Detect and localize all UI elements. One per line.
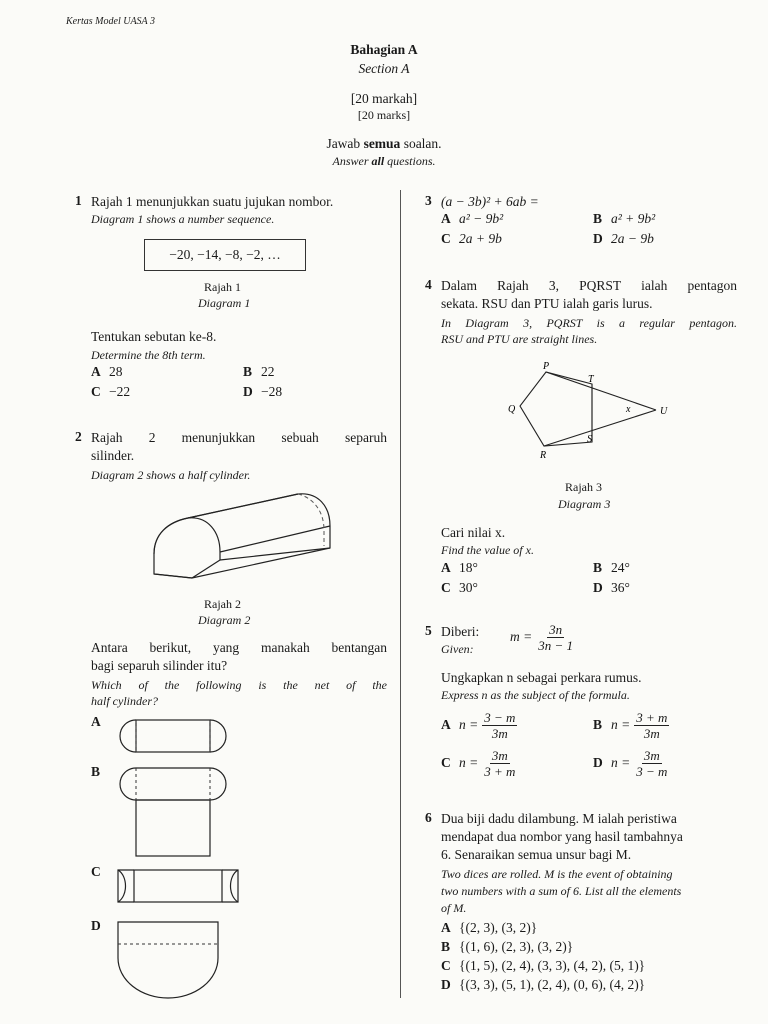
option-c[interactable]: C n = $\frac{3m}{3 + m}$ bbox=[441, 748, 516, 779]
q4-stem-my-1: Dalam Rajah 3, PQRST ialah pentagon bbox=[441, 278, 737, 293]
option-a[interactable]: A bbox=[91, 714, 101, 729]
q5-formula: m = $\frac{3n}{3n - 1}$ bbox=[510, 622, 574, 653]
question-number: 4 bbox=[425, 277, 432, 292]
option-b[interactable]: B a² + 9b² bbox=[593, 211, 656, 226]
net-option-b[interactable] bbox=[114, 764, 234, 860]
option-c[interactable]: C bbox=[91, 864, 101, 879]
vertex-label: S bbox=[587, 434, 592, 445]
q5-ask-my: Ungkapkan n sebagai perkara rumus. bbox=[441, 670, 642, 685]
option-b[interactable]: B {(1, 6), (2, 3), (3, 2)} bbox=[441, 939, 574, 954]
option-a[interactable]: A n = $\frac{3 - m}{3m}$ bbox=[441, 710, 516, 741]
q5-given-en: Given: bbox=[441, 642, 474, 656]
vertex-label: R bbox=[540, 450, 547, 461]
net-option-d[interactable] bbox=[112, 918, 232, 1002]
q6-stem-en-3: of M. bbox=[441, 901, 467, 915]
diagram-caption: Rajah 2 bbox=[204, 597, 241, 611]
vertex-label: P bbox=[543, 361, 550, 372]
q2-ask-my-2: bagi separuh silinder itu? bbox=[91, 658, 228, 673]
option-b[interactable]: B 22 bbox=[243, 364, 275, 379]
angle-label: x bbox=[626, 404, 631, 415]
q2-ask-en-2: half cylinder? bbox=[91, 694, 158, 708]
q6-stem-my-1: Dua biji dadu dilambung. M ialah peristiwa bbox=[441, 811, 677, 826]
option-a[interactable]: A {(2, 3), (3, 2)} bbox=[441, 920, 538, 935]
q5-given-my: Diberi: bbox=[441, 624, 480, 639]
option-c[interactable]: C {(1, 5), (2, 4), (3, 3), (4, 2), (5, 1)} bbox=[441, 958, 646, 973]
q2-ask-en-1: Which of the following is the net of the bbox=[91, 678, 387, 692]
running-header: Kertas Model UASA 3 bbox=[66, 16, 155, 27]
option-a[interactable]: A a² − 9b² bbox=[441, 211, 504, 226]
q5-ask-en: Express n as the subject of the formula. bbox=[441, 688, 630, 702]
q1-ask-my: Tentukan sebutan ke-8. bbox=[91, 329, 217, 344]
option-b[interactable]: B 24° bbox=[593, 560, 630, 575]
option-a[interactable]: A 18° bbox=[441, 560, 478, 575]
question-number: 3 bbox=[425, 193, 432, 208]
q6-stem-my-2: mendapat dua nombor yang hasil tambahnya bbox=[441, 829, 683, 844]
net-option-a[interactable] bbox=[114, 716, 234, 756]
diagram-caption: Rajah 3 bbox=[565, 480, 602, 494]
q2-stem-my-2: silinder. bbox=[91, 448, 135, 463]
section-title-my: Bahagian A bbox=[350, 42, 418, 57]
option-d[interactable]: D n = $\frac{3m}{3 - m}$ bbox=[593, 748, 668, 779]
q1-stem-my: Rajah 1 menunjukkan suatu jujukan nombor. bbox=[91, 194, 334, 209]
option-d[interactable]: D bbox=[91, 918, 101, 933]
q4-ask-en: Find the value of x. bbox=[441, 543, 534, 557]
diagram-caption-en: Diagram 2 bbox=[198, 613, 251, 627]
vertex-label: T bbox=[588, 374, 594, 385]
option-c[interactable]: C 30° bbox=[441, 580, 478, 595]
option-d[interactable]: D −28 bbox=[243, 384, 283, 399]
option-d[interactable]: D {(3, 3), (5, 1), (2, 4), (0, 6), (4, 2)} bbox=[441, 977, 646, 992]
q4-stem-en-2: RSU and PTU are straight lines. bbox=[441, 332, 598, 346]
marks-my: [20 markah] bbox=[350, 91, 418, 106]
q2-stem-my-1: Rajah 2 menunjukkan sebuah separuh bbox=[91, 430, 387, 445]
q6-stem-en-2: two numbers with a sum of 6. List all the elements bbox=[441, 884, 682, 898]
question-number: 1 bbox=[75, 193, 82, 208]
q1-stem-en: Diagram 1 shows a number sequence. bbox=[91, 212, 275, 226]
q6-stem-en-1: Two dices are rolled. M is the event of obtaining bbox=[441, 867, 673, 881]
diagram-caption: Rajah 1 bbox=[204, 280, 241, 294]
section-title-en: Section A bbox=[358, 61, 410, 76]
q4-stem-en-1: In Diagram 3, PQRST is a regular pentagon. bbox=[441, 316, 737, 330]
option-d[interactable]: D 36° bbox=[593, 580, 630, 595]
instruction-en: Answer all questions. bbox=[332, 154, 436, 168]
option-a[interactable]: A 28 bbox=[91, 364, 123, 379]
question-number: 6 bbox=[425, 810, 432, 825]
q1-ask-en: Determine the 8th term. bbox=[91, 348, 206, 362]
diagram-caption-en: Diagram 3 bbox=[558, 497, 611, 511]
net-option-c[interactable] bbox=[114, 866, 244, 906]
question-number: 5 bbox=[425, 623, 432, 638]
option-c[interactable]: C 2a + 9b bbox=[441, 231, 502, 246]
q4-stem-my-2: sekata. RSU dan PTU ialah garis lurus. bbox=[441, 296, 653, 311]
diagram-caption-en: Diagram 1 bbox=[198, 296, 251, 310]
option-c[interactable]: C −22 bbox=[91, 384, 131, 399]
pentagon-diagram bbox=[500, 358, 680, 464]
q2-stem-en: Diagram 2 shows a half cylinder. bbox=[91, 468, 251, 482]
option-b[interactable]: B n = $\frac{3 + m}{3m}$ bbox=[593, 710, 668, 741]
option-b[interactable]: B bbox=[91, 764, 101, 779]
option-d[interactable]: D 2a − 9b bbox=[593, 231, 654, 246]
marks-en: [20 marks] bbox=[357, 108, 411, 122]
vertex-label: Q bbox=[508, 404, 516, 415]
q2-ask-my-1: Antara berikut, yang manakah bentangan bbox=[91, 640, 387, 655]
half-cylinder-diagram bbox=[148, 488, 338, 588]
vertex-label: U bbox=[660, 406, 668, 417]
question-number: 2 bbox=[75, 429, 82, 444]
q4-ask-my: Cari nilai x. bbox=[441, 525, 506, 540]
column-divider bbox=[400, 190, 401, 998]
sequence-box: −20, −14, −8, −2, … bbox=[144, 239, 306, 271]
q6-stem-my-3: 6. Senaraikan semua unsur bagi M. bbox=[441, 847, 632, 862]
instruction-my: Jawab semua soalan. bbox=[326, 136, 442, 151]
q3-stem: (a − 3b)² + 6ab = bbox=[441, 194, 539, 209]
